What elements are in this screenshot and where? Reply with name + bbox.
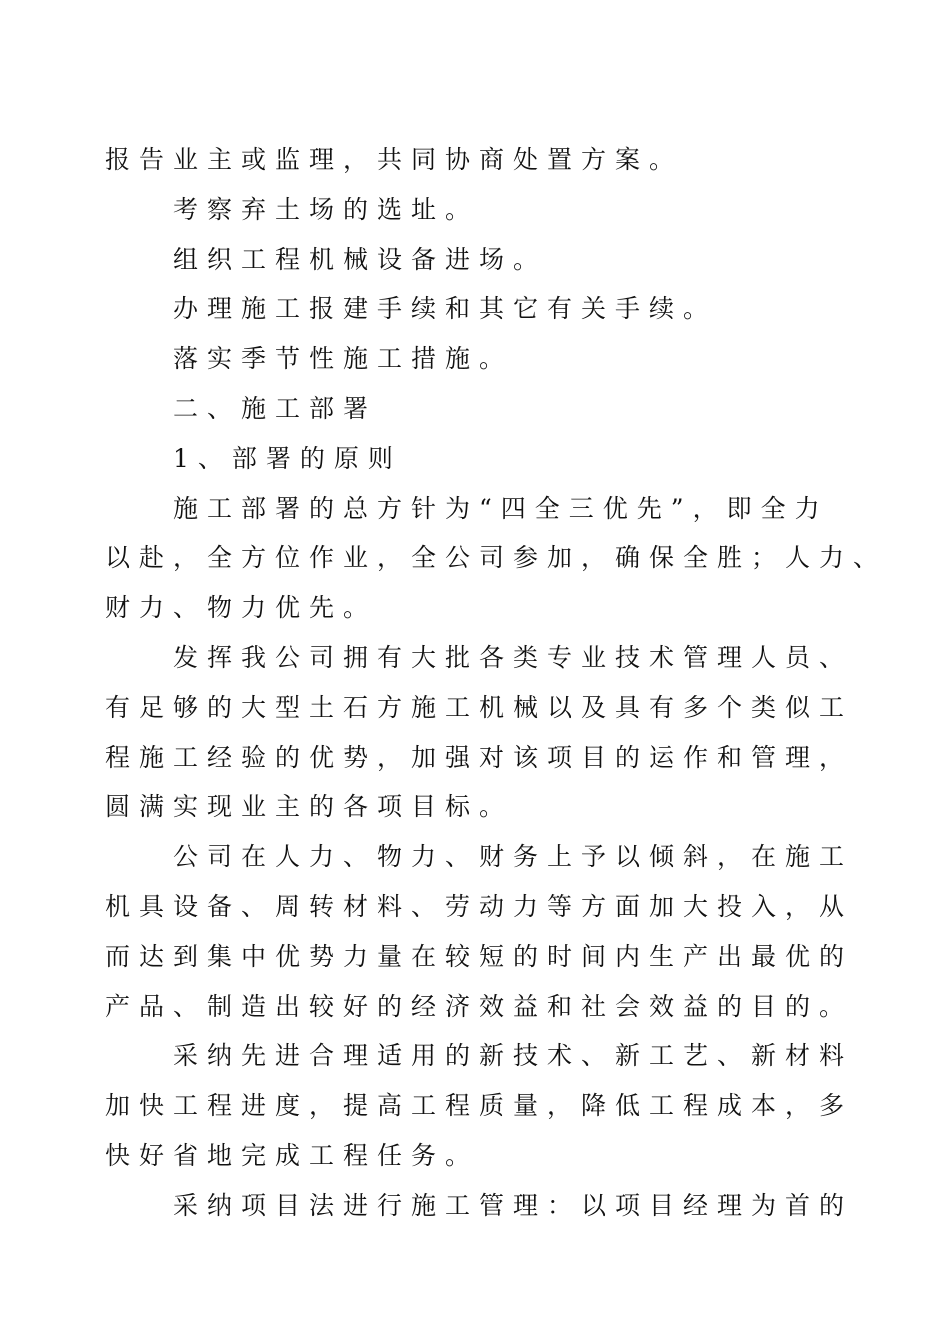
text-line-10: 财力、物力优先。 [105,593,378,623]
text-line-19: 采纳先进合理适用的新技术、新工艺、新材料 [173,1041,854,1071]
text-line-16: 机具设备、周转材料、劳动力等方面加大投入，从 [105,891,854,921]
text-line-9: 以赴，全方位作业，全公司参加，确保全胜；人力、 [105,543,888,573]
text-line-8: 施工部署的总方针为“四全三优先”，即全力 [173,493,829,523]
text-line-15: 公司在人力、物力、财务上予以倾斜，在施工 [173,842,854,872]
text-line-2: 考察弃土场的选址。 [173,194,480,224]
text-line-3: 组织工程机械设备进场。 [173,244,548,274]
text-line-1: 报告业主或监理，共同协商处置方案。 [105,145,684,174]
text-line-17: 而达到集中优势力量在较短的时间内生产出最优的 [105,941,854,971]
section-heading: 二、施工部署 [173,393,378,423]
text-line-11: 发挥我公司拥有大批各类专业技术管理人员、 [173,642,854,672]
text-line-4: 办理施工报建手续和其它有关手续。 [173,294,718,324]
text-line-13: 程施工经验的优势，加强对该项目的运作和管理， [105,742,854,772]
text-line-5: 落实季节性施工措施。 [173,344,514,374]
text-line-20: 加快工程进度，提高工程质量，降低工程成本，多 [105,1091,854,1121]
text-line-14: 圆满实现业主的各项目标。 [105,792,514,822]
text-line-12: 有足够的大型土石方施工机械以及具有多个类似工 [105,692,854,722]
text-line-21: 快好省地完成工程任务。 [105,1140,480,1170]
document-body [105,135,888,1231]
text-line-18: 产品、制造出较好的经济效益和社会效益的目的。 [105,991,854,1021]
subsection-heading: 1、部署的原则 [173,443,402,473]
text-line-22: 采纳项目法进行施工管理：以项目经理为首的 [173,1190,854,1220]
